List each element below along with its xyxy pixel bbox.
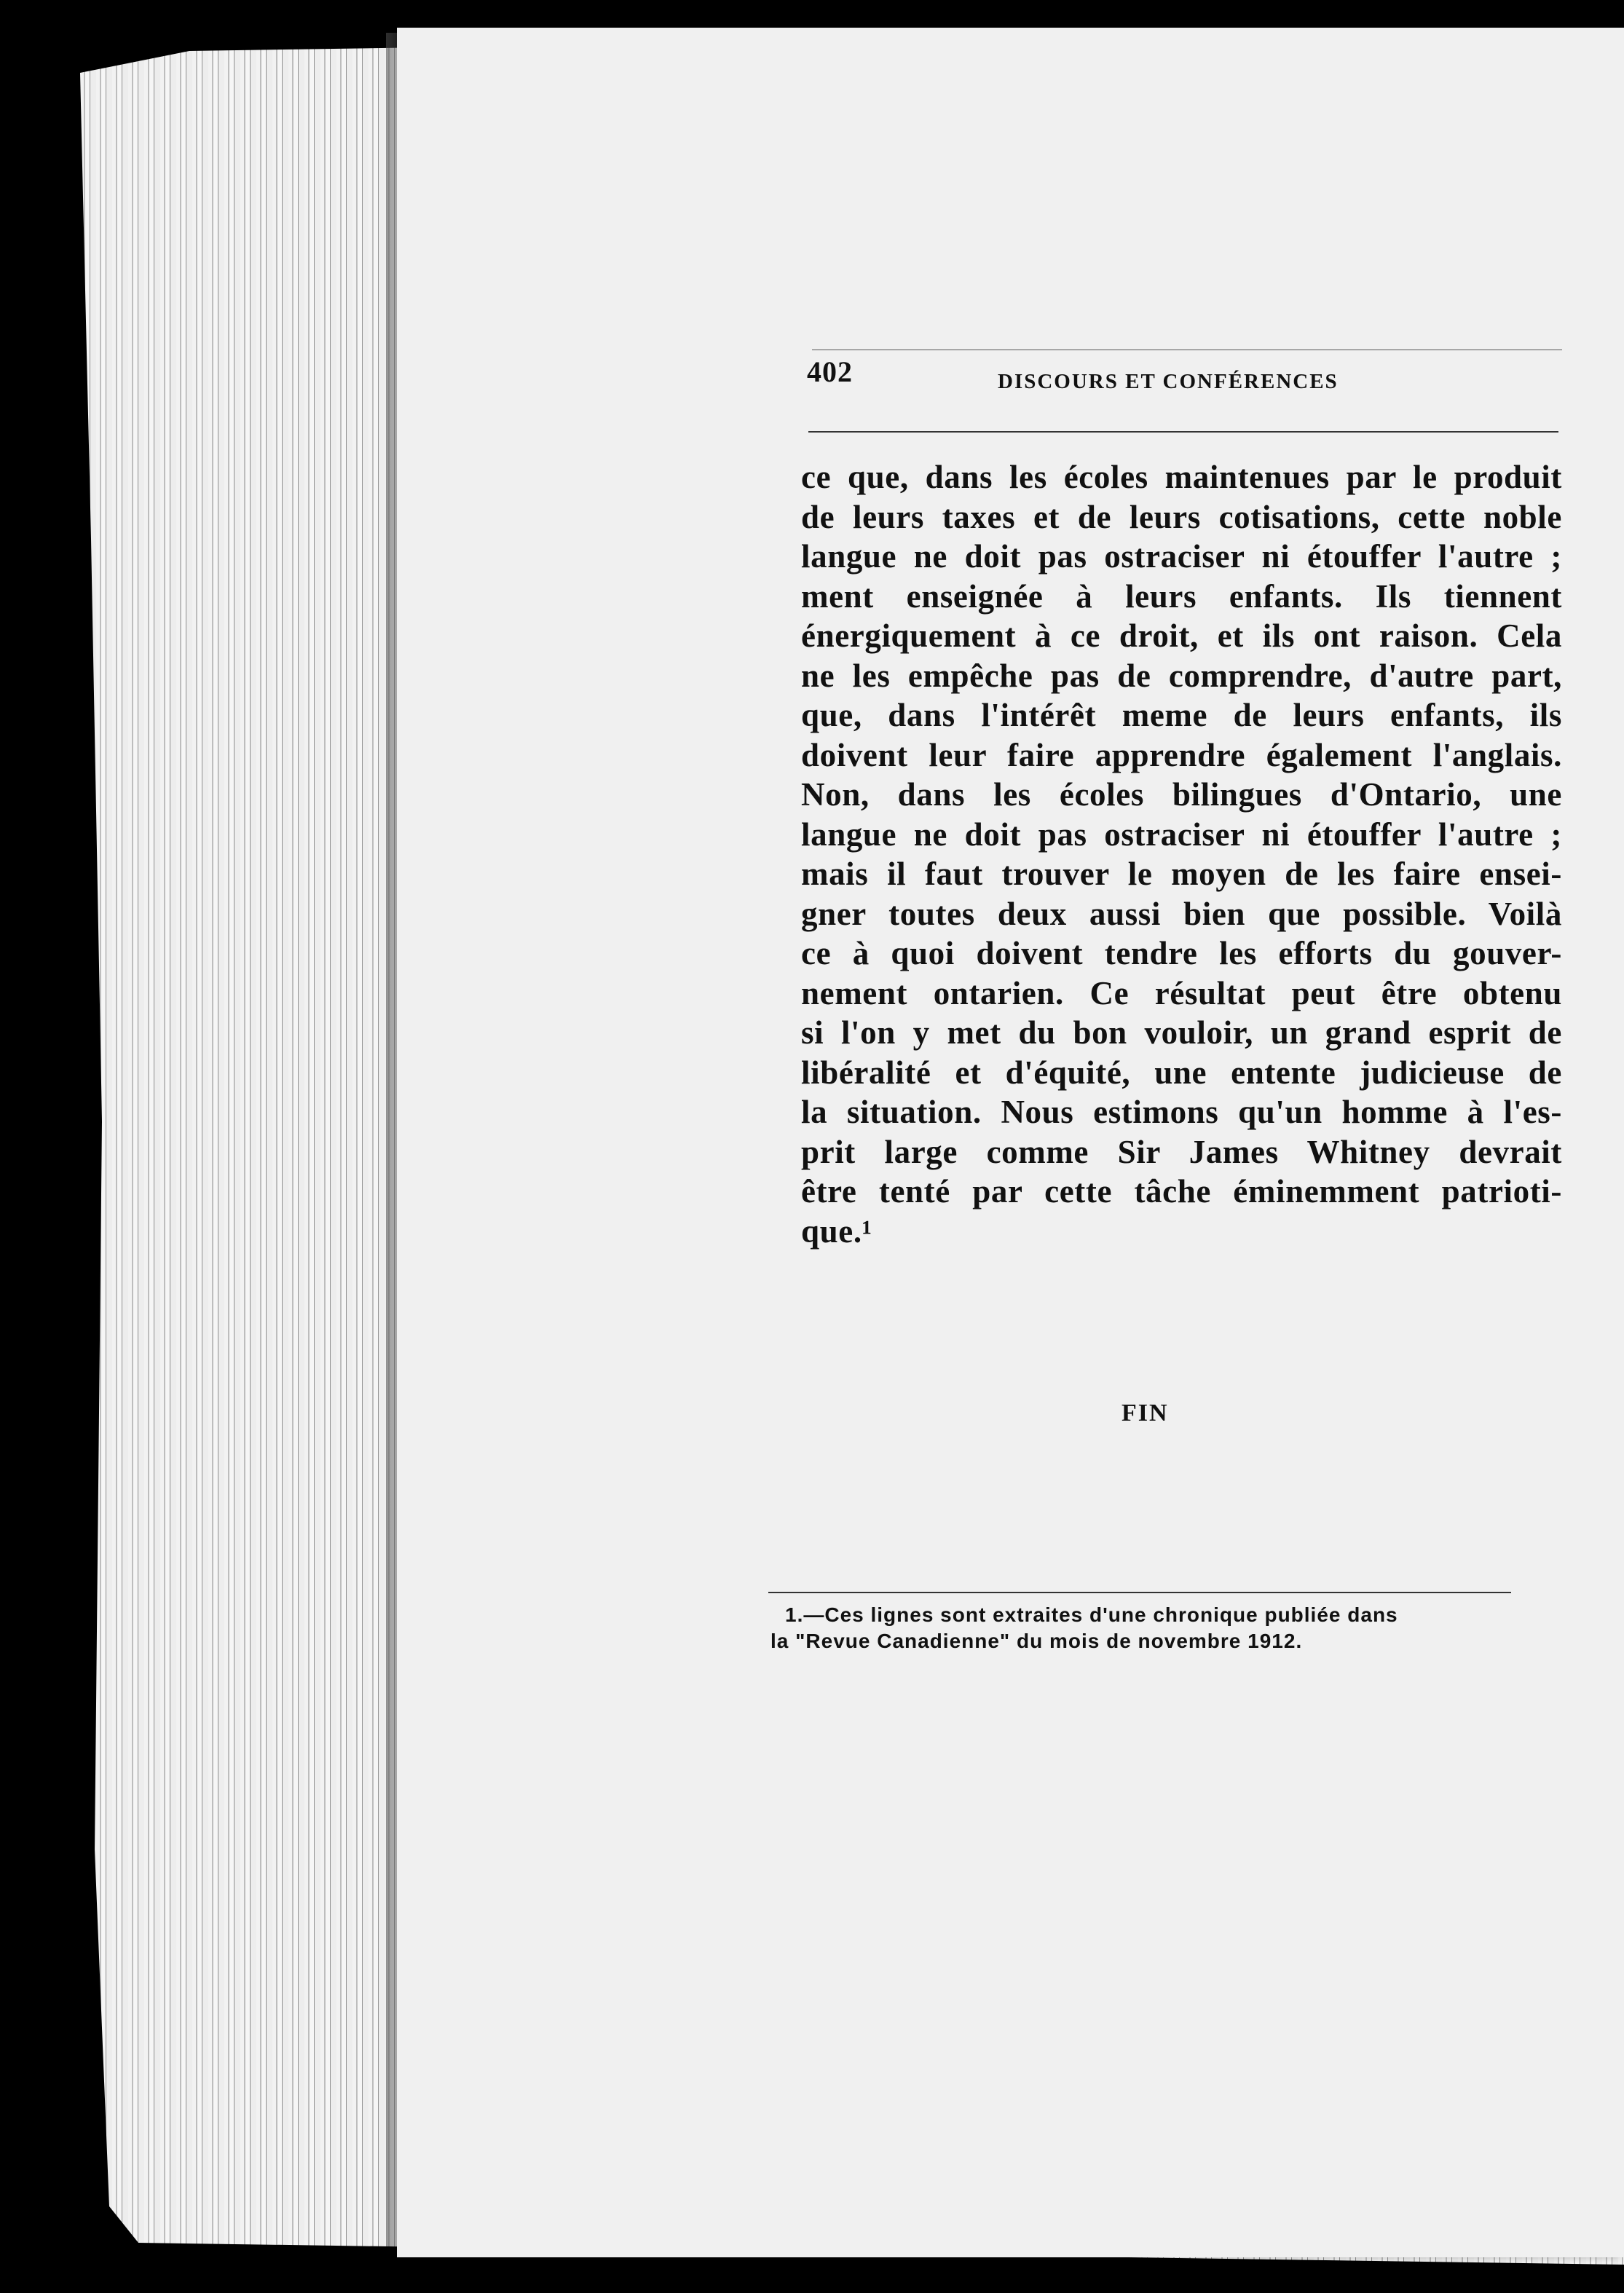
text-line: nement ontarien. Ce résultat peut être obtenu: [801, 974, 1562, 1011]
text-line: langue ne doit pas ostraciser ni étouffer l'autre ;: [801, 816, 1562, 853]
running-head: DISCOURS ET CONFÉRENCES: [998, 370, 1339, 393]
text-line: Non, dans les écoles bilingues d'Ontario, une: [801, 776, 1562, 813]
text-line: langue ne doit pas ostraciser ni étouffer l'autre ;: [801, 538, 1562, 575]
text-line: prit large comme Sir James Whitney devrait: [801, 1133, 1562, 1170]
text-line: énergiquement à ce droit, et ils ont raison. Cela: [801, 617, 1562, 654]
text-line: que, dans l'intérêt meme de leurs enfants, ils: [801, 697, 1562, 733]
footnote-rule: [768, 1592, 1511, 1593]
footnote-line: la "Revue Canadienne" du mois de novembre 1912.: [770, 1630, 1303, 1652]
end-mark: FIN: [1122, 1400, 1169, 1426]
text-line: la situation. Nous estimons qu'un homme à l'es-: [801, 1094, 1562, 1130]
text-line: gner toutes deux aussi bien que possible. Voilà: [801, 895, 1562, 932]
text-line: que.¹: [801, 1212, 872, 1250]
text-line: si l'on y met du bon vouloir, un grand esprit de: [801, 1014, 1562, 1051]
text-line: être tenté par cette tâche éminemment patrioti-: [801, 1173, 1562, 1209]
text-line: de leurs taxes et de leurs cotisations, cette noble: [801, 498, 1562, 535]
page-number: 402: [807, 355, 853, 388]
text-line: ne les empêche pas de comprendre, d'autre part,: [801, 657, 1562, 694]
body-text: [801, 457, 1562, 1251]
footnote: [770, 1602, 1524, 1654]
text-line: libéralité et d'équité, une entente judicieuse de: [801, 1054, 1562, 1091]
text-line: ce que, dans les écoles maintenues par le produit: [801, 459, 1562, 495]
text-line: mais il faut trouver le moyen de les faire ensei-: [801, 856, 1562, 892]
text-line: ce à quoi doivent tendre les efforts du gouver-: [801, 935, 1562, 971]
text-line: doivent leur faire apprendre également l'anglais.: [801, 736, 1562, 773]
header-rule: [808, 431, 1558, 433]
footnote-line: 1.—Ces lignes sont extraites d'une chronique publiée dans: [785, 1603, 1398, 1626]
text-line: ment enseignée à leurs enfants. Ils tiennent: [801, 577, 1562, 615]
